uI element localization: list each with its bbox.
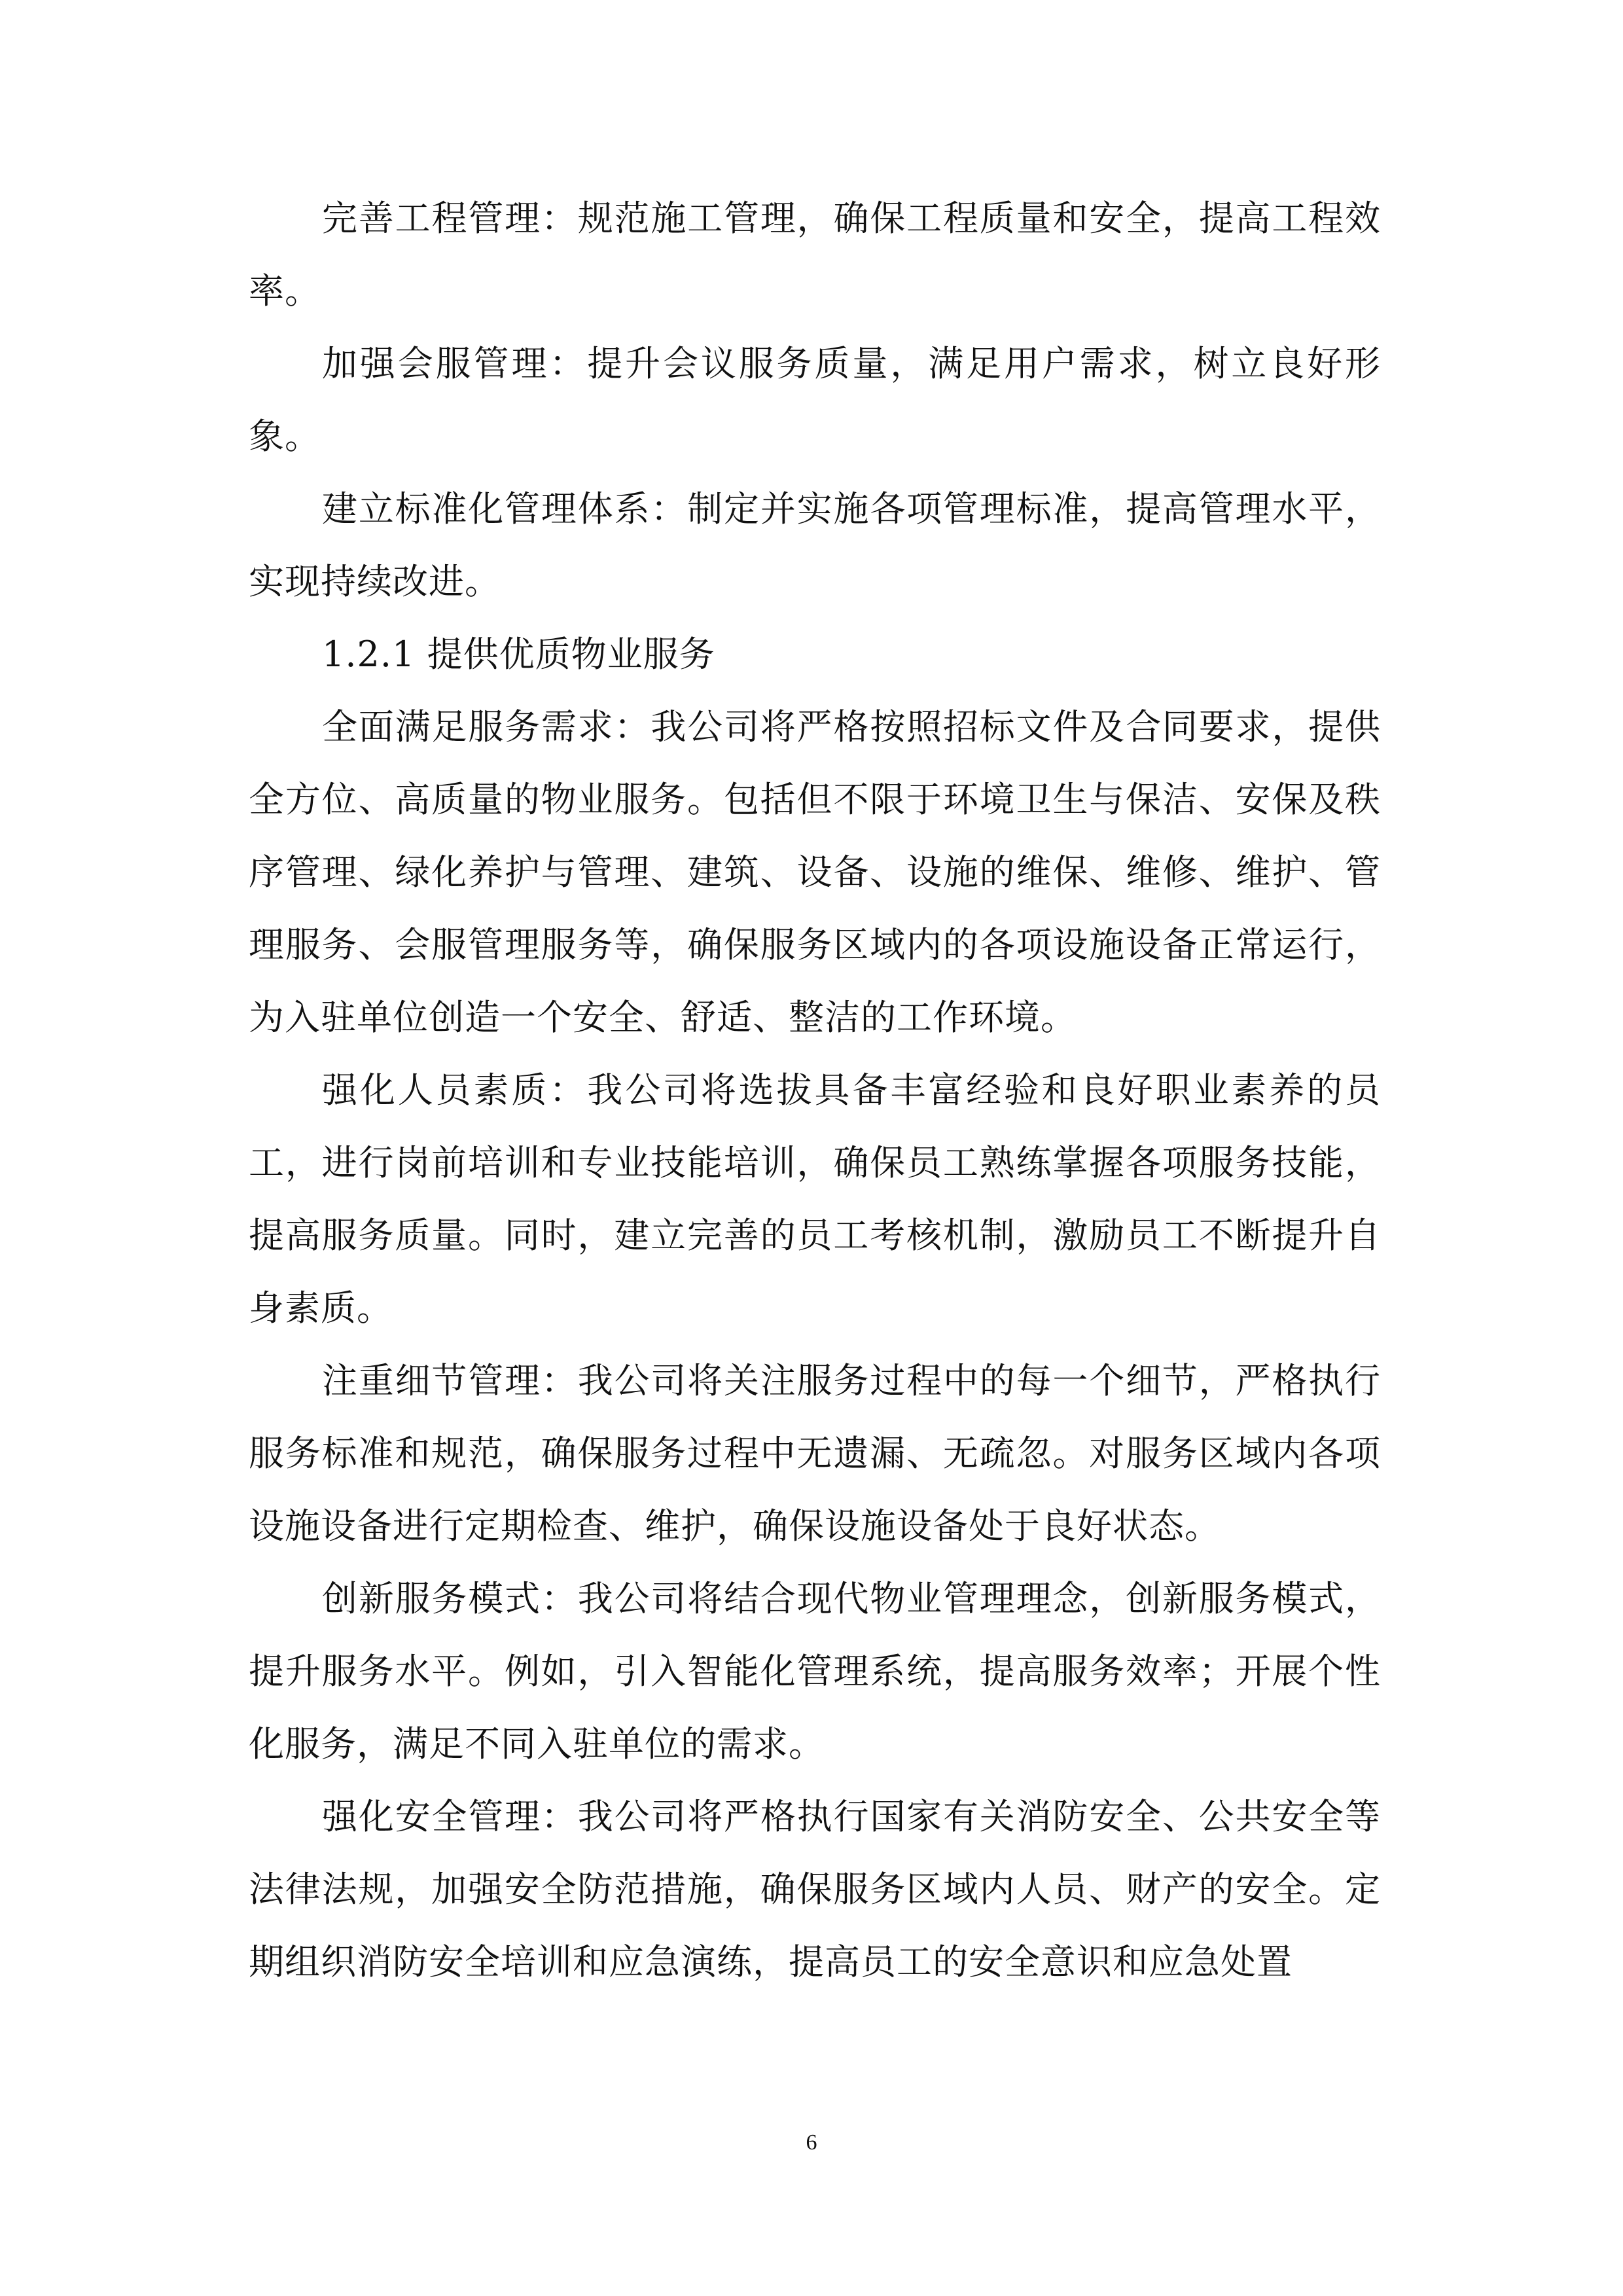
paragraph-service-innovation: 创新服务模式：我公司将结合现代物业管理理念，创新服务模式，提升服务水平。例如，引入智能化管理系统，提高服务效率；开展个性化服务，满足不同入驻单位的需求。 xyxy=(249,1578,1381,1765)
document-body xyxy=(249,182,1381,1998)
paragraph-conference-service: 加强会服管理：提升会议服务质量，满足用户需求，树立良好形象。 xyxy=(249,343,1381,457)
paragraph-staff-quality: 强化人员素质：我公司将选拔具备丰富经验和良好职业素养的员工，进行岗前培训和专业技能培训，确保员工熟练掌握各项服务技能，提高服务质量。同时，建立完善的员工考核机制，激励员工不断提升自身素质。 xyxy=(249,1069,1381,1329)
page-number: 6 xyxy=(806,2130,817,2155)
paragraph-detail-management: 注重细节管理：我公司将关注服务过程中的每一个细节，严格执行服务标准和规范，确保服务过程中无遗漏、无疏忽。对服务区域内各项设施设备进行定期检查、维护，确保设施设备处于良好状态。 xyxy=(249,1360,1381,1547)
paragraph-standardization: 建立标准化管理体系：制定并实施各项管理标准，提高管理水平，实现持续改进。 xyxy=(249,488,1381,602)
paragraph-safety-management: 强化安全管理：我公司将严格执行国家有关消防安全、公共安全等法律法规，加强安全防范措施，确保服务区域内人员、财产的安全。定期组织消防安全培训和应急演练，提高员工的安全意识和应急处置 xyxy=(249,1796,1381,1982)
paragraph-engineering-management: 完善工程管理：规范施工管理，确保工程质量和安全，提高工程效率。 xyxy=(249,198,1381,312)
paragraph-service-needs: 全面满足服务需求：我公司将严格按照招标文件及合同要求，提供全方位、高质量的物业服务。包括但不限于环境卫生与保洁、安保及秩序管理、绿化养护与管理、建筑、设备、设施的维保、维修、维护、管理服务、会服管理服务等，确保服务区域内的各项设施设备正常运行，为入驻单位创造一个安全、舒适、整洁的工作环境。 xyxy=(249,706,1381,1038)
section-heading: 1.2.1 提供优质物业服务 xyxy=(322,634,715,675)
